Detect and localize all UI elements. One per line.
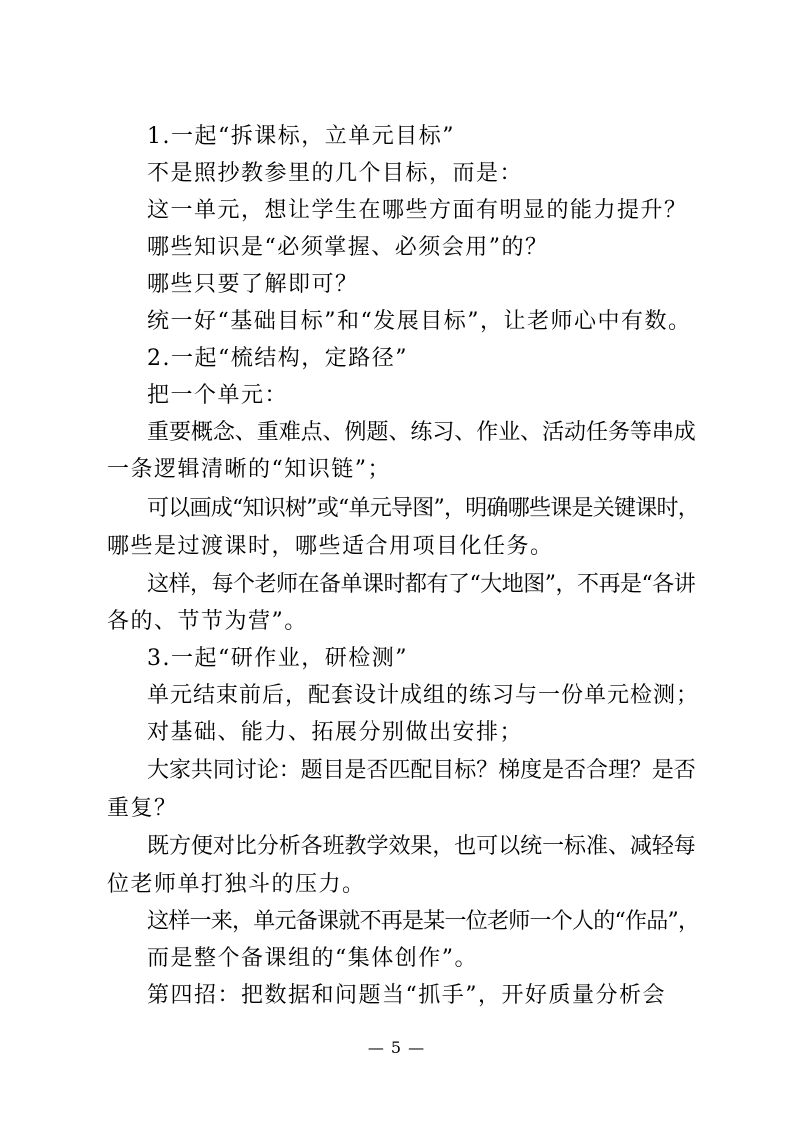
paragraph-line: 不是照抄教参里的几个目标，而是： xyxy=(147,161,524,186)
heading-3: 3.一起“研作业，研检测” xyxy=(147,646,408,671)
paragraph-line: 把一个单元： xyxy=(147,383,289,408)
paragraph-line: 这样，每个老师在备单课时都有了“大地图”，不再是“各讲 xyxy=(147,572,696,597)
paragraph-line: 这一单元，想让学生在哪些方面有明显的能力提升？ xyxy=(147,198,688,223)
paragraph-line: 重复？ xyxy=(107,796,178,821)
paragraph-line: 单元结束前后，配套设计成组的练习与一份单元检测； xyxy=(147,683,700,708)
paragraph-line: 一条逻辑清晰的“知识链”； xyxy=(107,457,391,482)
paragraph-line: 可以画成“知识树”或“单元导图”，明确哪些课是关键课时， xyxy=(147,496,699,521)
paragraph-line: 哪些知识是“必须掌握、必须会用”的？ xyxy=(147,235,549,260)
paragraph-line: 大家共同讨论：题目是否匹配目标？梯度是否合理？是否 xyxy=(147,758,696,783)
paragraph-line: 各的、节节为营”。 xyxy=(107,609,308,634)
paragraph-line: 重要概念、重难点、例题、练习、作业、活动任务等串成 xyxy=(147,420,696,445)
paragraph-line: 对基础、能力、拓展分别做出安排； xyxy=(147,720,524,745)
paragraph-line: 位老师单打独斗的压力。 xyxy=(107,872,366,897)
paragraph-line: 统一好“基础目标”和“发展目标”，让老师心中有数。 xyxy=(147,309,692,334)
paragraph-line: 而是整个备课组的“集体创作”。 xyxy=(147,946,478,971)
paragraph-line: 哪些只要了解即可？ xyxy=(147,272,359,297)
page-number: — 5 — xyxy=(367,1038,426,1057)
heading-1: 1.一起“拆课标，立单元目标” xyxy=(147,124,455,149)
paragraph-line: 哪些是过渡课时，哪些适合用项目化任务。 xyxy=(107,534,554,559)
section-heading: 第四招：把数据和问题当“抓手”，开好质量分析会 xyxy=(147,983,666,1008)
paragraph-line: 既方便对比分析各班教学效果，也可以统一标准、减轻每 xyxy=(147,834,696,859)
heading-2: 2.一起“梳结构，定路径” xyxy=(147,346,408,371)
paragraph-line: 这样一来，单元备课就不再是某一位老师一个人的“作品”， xyxy=(147,909,700,934)
